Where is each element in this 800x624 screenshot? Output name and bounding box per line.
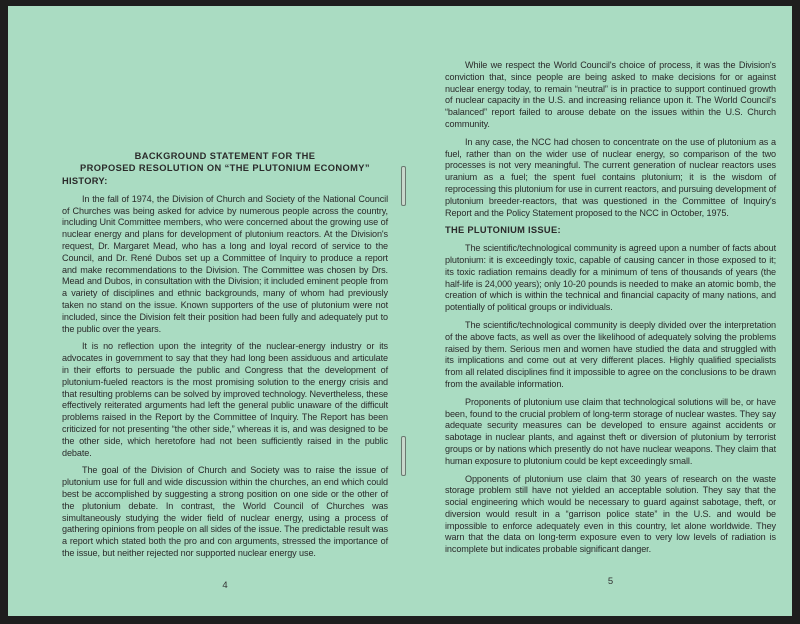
booklet-spread [8, 6, 792, 616]
paragraph: The scientific/technological community is agreed upon a number of facts about plutonium: it is exceedingly toxic, capable of causing cancer in those exposed to it; its toxic radiation remains deadly for a minimum of tens of thousands of years (the half-life is 24,000 years); only 10-20 pounds is needed to make an atomic bomb, the creation of which is within the technical and financial capacity of many nations, and potentially of political groups or individuals. [445, 243, 776, 313]
page-4 [62, 151, 388, 592]
staple-bottom [401, 436, 406, 476]
section-heading-history: HISTORY: [62, 176, 108, 186]
staple-top [401, 166, 406, 206]
paragraph: In the fall of 1974, the Division of Church and Society of the National Council of Churches was being asked for advice by numerous people across the country, including Unit Committee members, who were concerned about the growing use of nuclear energy and plans for development of plutonium reactors. At the Division's request, Dr. Margaret Mead, who has a long and loyal record of service to the Council, and Dr. René Dubos set up a Committee of Inquiry to produce a report and make recommendations to the Division. The Committee was chosen by Drs. Mead and Dubos, in consultation with the Division; it included eminent people from a variety of disciplines and ethnic backgrounds, many of whom had previously taken no stand on the issue. Known supporters of the use of plutonium were not included, since the Division felt their position had been fully and adequately put to the public over the years. [62, 193, 388, 334]
document-title [62, 151, 388, 174]
page-number-left: 4 [222, 579, 228, 591]
paragraph: While we respect the World Council's choice of process, it was the Division's conviction that, since people are being asked to make decisions for or against nuclear energy today, to remain “neutral” is in practice to support continued growth of nuclear capacity in the U.S. and increasing reliance upon it. The World Council's “balanced” report failed to arouse debate on the issues within the U.S. Church community. [445, 60, 776, 129]
paragraph: It is no reflection upon the integrity of the nuclear-energy industry or its advocates in government to say that they had long been assiduous and articulate in their efforts to persuade the public and Congress that the development of plutonium-fueled reactors is the most promising solution to the energy crisis and that resulting problems can be solved by improved technology. Nevertheless, these effectively reiterated arguments had left the general public unaware of the difficult problems raised in the Report by the Committee of Inquiry. The Report has been criticized for not presenting “the other side,” whereas it is, and was designed to be the other side, which heretofore had not been sufficiently raised in the public debate. [62, 341, 388, 458]
title-line-2: PROPOSED RESOLUTION ON “THE PLUTONIUM ECONOMY” [80, 162, 370, 173]
paragraph: The goal of the Division of Church and Society was to raise the issue of plutonium use for full and wide discussion within the churches, an end which could best be accomplished by suggesting a strong position on one side or the other of the plutonium debate. In contrast, the World Council of Churches was simultaneously studying the wider field of nuclear energy, using a process of gathering opinions from people on all sides of the issue. The predictable result was a report which stated both the pro and con arguments, stressed the importance of the issue, but neither rejected nor supported nuclear energy use. [62, 465, 388, 558]
page-5 [445, 60, 776, 588]
paragraph: In any case, the NCC had chosen to concentrate on the use of plutonium as a fuel, rather than on the wider use of nuclear energy, so comparison of the two processes is not very meaningful. The current generation of nuclear reactors uses uranium as a fuel; the spent fuel contains plutonium; it is the wisdom of reprocessing this plutonium for use in current reactors, and pursuing development of plutonium breeder-reactors, that was questioned in the Committee of Inquiry's Report and the Policy Statement proposed to the NCC in October, 1975. [445, 136, 776, 218]
paragraph: Opponents of plutonium use claim that 30 years of research on the waste storage problem still have not yielded an acceptable solution. They say that the social engineering which would be necessary to guard against sabotage, theft, or diversion would result in a “garrison police state” in the U.S. and would be impossible to enforce adequately even in this country, let alone worldwide. They warn that the data on long-term exposure even to very low levels of radiation is incomplete but indicates probable significant danger. [445, 473, 776, 555]
section-heading-plutonium-issue: THE PLUTONIUM ISSUE: [445, 225, 561, 236]
paragraph: The scientific/technological community is deeply divided over the interpretation of the above facts, as well as over the likelihood of adequately solving the problems raised by them. Serious men and women have studied the data and struggled with its implications and come out at very different places. Highly qualified specialists from all related disciplines find it impossible to agree on the conclusions to be drawn from the available information. [445, 319, 776, 389]
page-number-right: 5 [607, 576, 614, 588]
title-line-1: BACKGROUND STATEMENT FOR THE [134, 151, 316, 161]
paragraph: Proponents of plutonium use claim that technological solutions will be, or have been, found to the crucial problem of long-term storage of nuclear wastes. They say adequate security measures can be developed to ensure against accidents or sabotage in nuclear plants, and against theft or diversion of plutonium by terrorist groups or by nations which presently do not have nuclear weapons. They claim that human exposure to plutonium could be kept exceedingly small. [445, 396, 776, 466]
